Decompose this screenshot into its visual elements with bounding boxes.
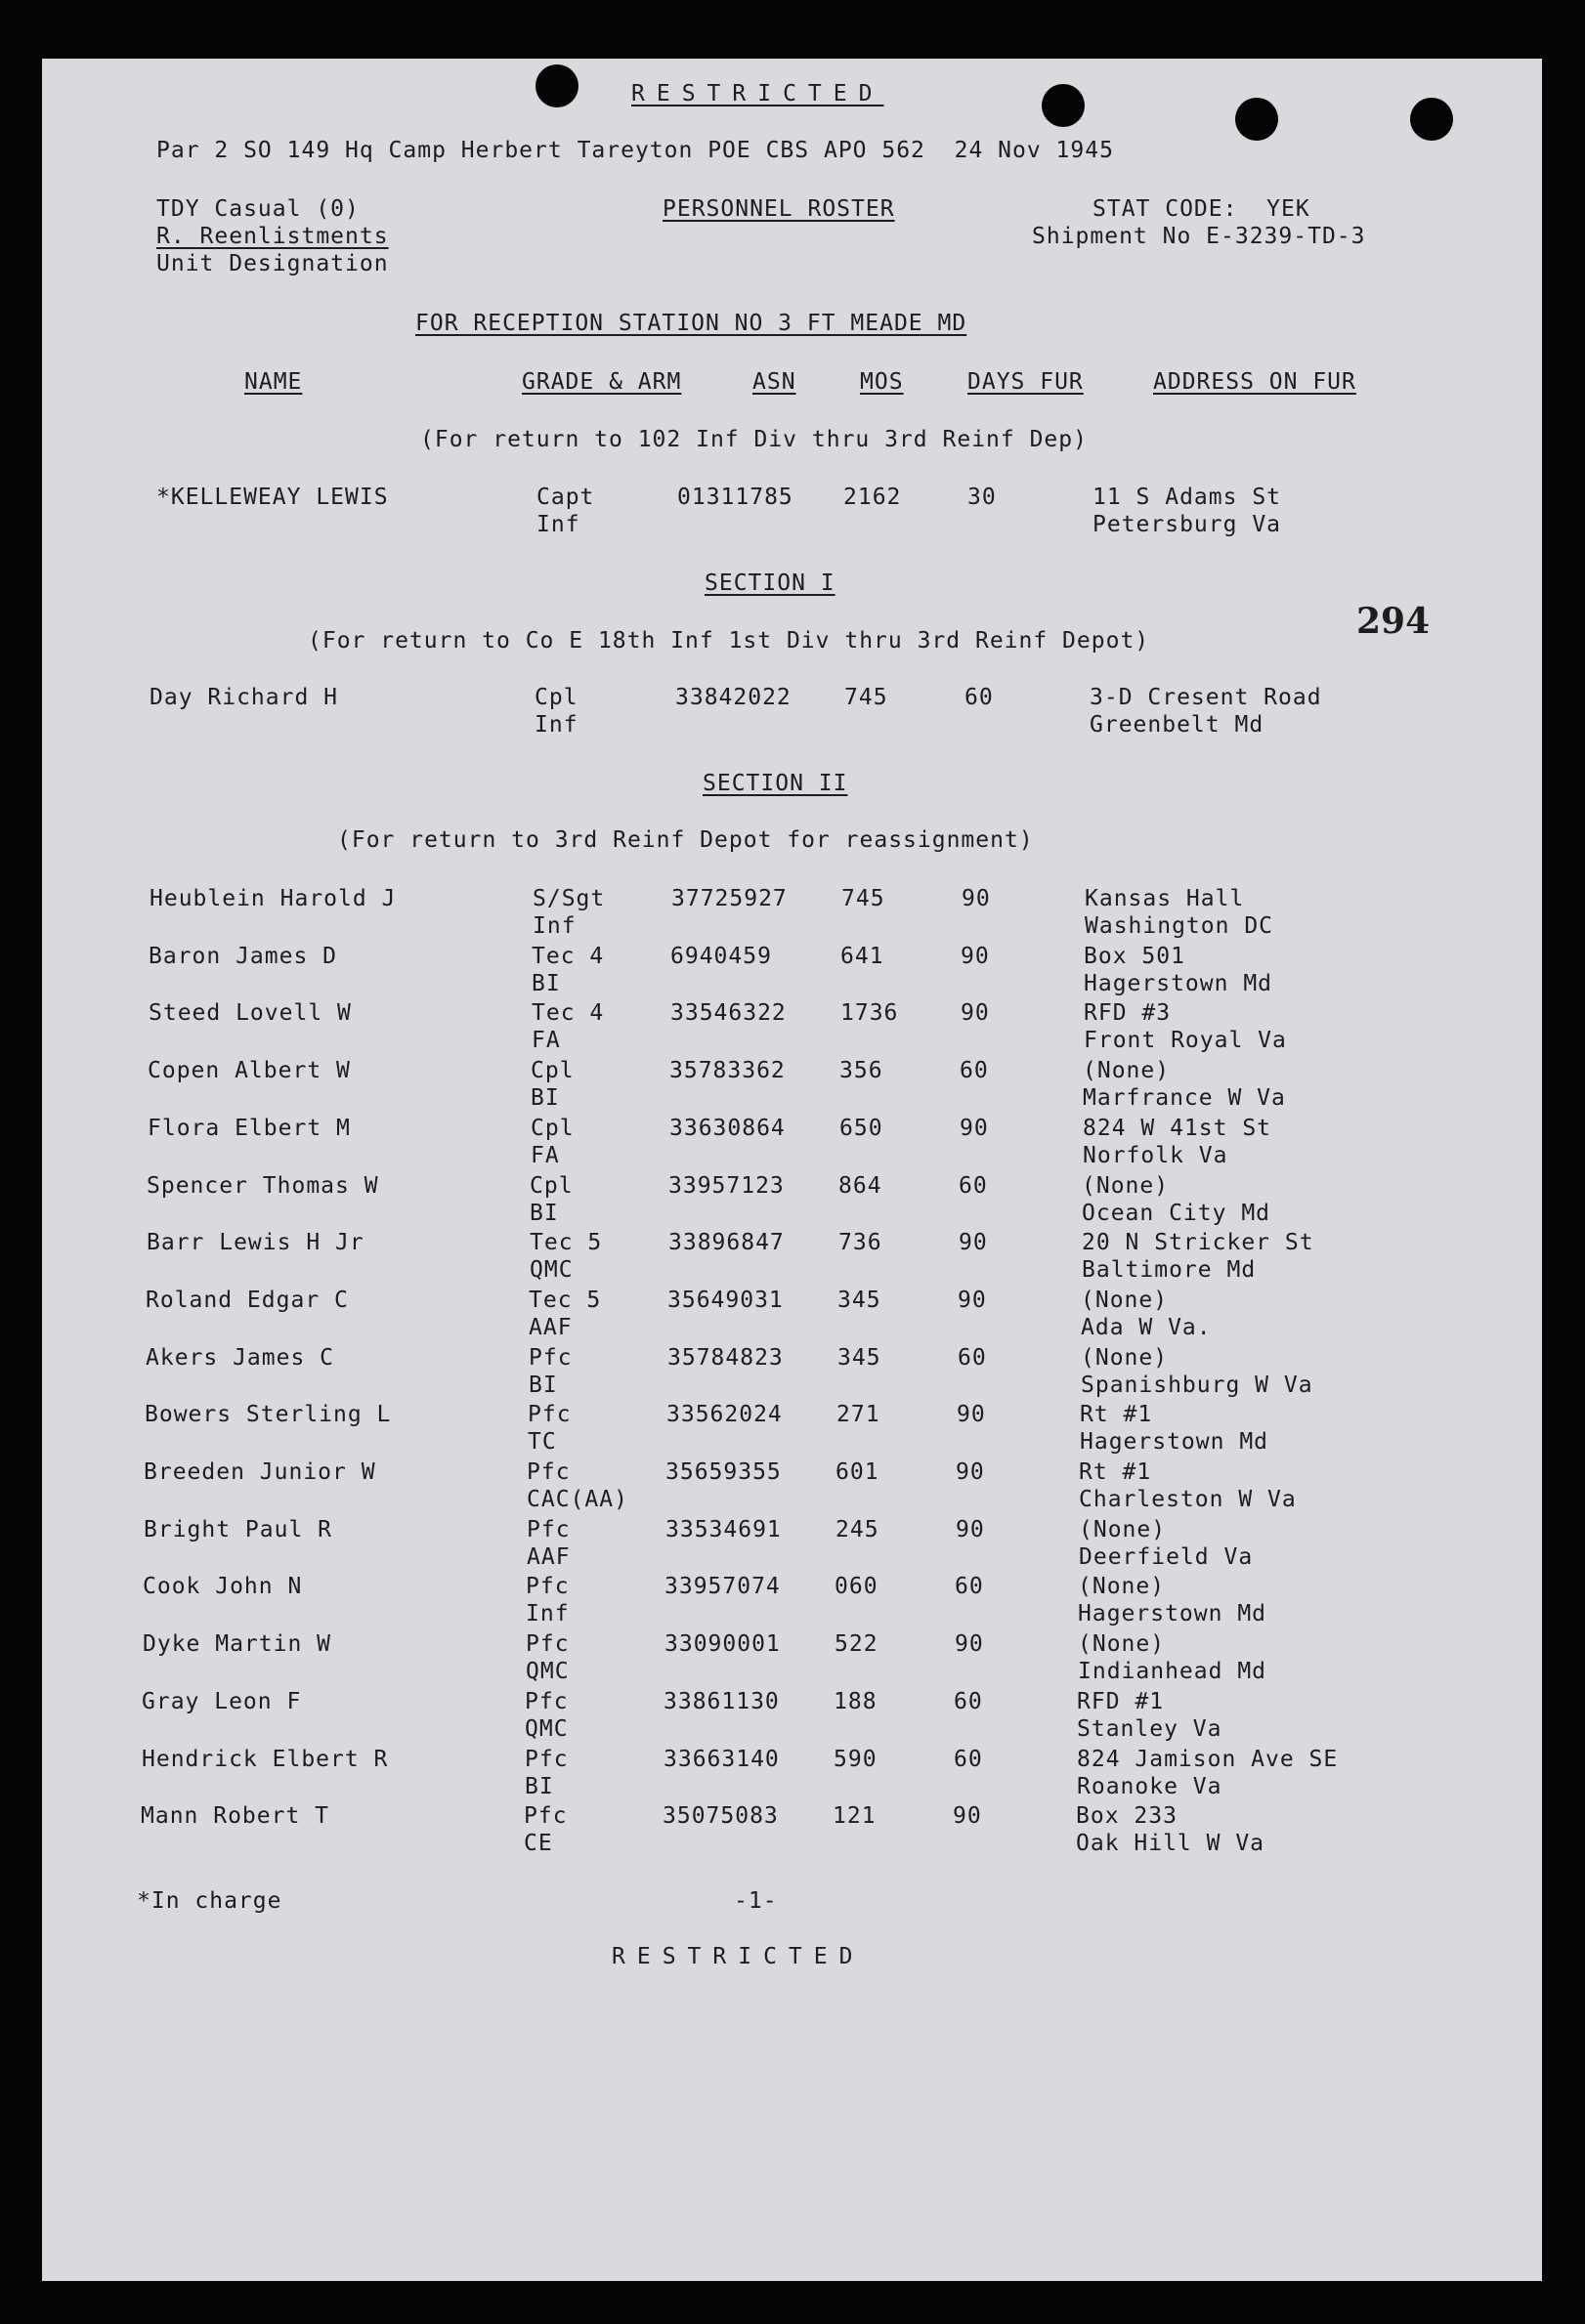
row-asn: 33842022 (675, 685, 792, 710)
row-mos: 522 (835, 1631, 878, 1657)
row-arm: CE (524, 1831, 553, 1856)
row-mos: 650 (839, 1116, 883, 1141)
row-name: Akers James C (146, 1345, 335, 1371)
row-days: 30 (967, 485, 997, 510)
column-header-days: DAYS FUR (967, 369, 1084, 395)
row-asn: 35783362 (669, 1058, 786, 1083)
row-name: Roland Edgar C (146, 1288, 349, 1313)
row-asn: 33546322 (670, 1000, 787, 1026)
row-mos: 641 (840, 944, 884, 969)
row-days: 60 (954, 1747, 983, 1772)
column-header-grade: GRADE & ARM (522, 369, 682, 395)
row-days: 90 (958, 1288, 987, 1313)
row-grade: Pfc (528, 1402, 572, 1427)
in-charge-note: *In charge (137, 1888, 282, 1914)
row-asn: 01311785 (677, 485, 793, 510)
column-header-name: NAME (244, 369, 303, 395)
row-arm: FA (532, 1028, 561, 1053)
group-note: (For return to 102 Inf Div thru 3rd Reinf Dep) (420, 427, 1088, 452)
row-days: 90 (956, 1459, 985, 1485)
document-page (42, 59, 1542, 2281)
row-address-line2: Indianhead Md (1078, 1659, 1267, 1684)
row-mos: 1736 (840, 1000, 899, 1026)
column-header-address: ADDRESS ON FUR (1153, 369, 1356, 395)
row-mos: 2162 (843, 485, 902, 510)
row-days: 90 (953, 1803, 982, 1829)
row-arm: Inf (526, 1601, 570, 1627)
row-arm: QMC (530, 1257, 574, 1283)
row-name: Flora Elbert M (148, 1116, 351, 1141)
row-arm: BI (525, 1774, 554, 1799)
row-address-line1: (None) (1081, 1288, 1169, 1313)
row-grade: Pfc (527, 1517, 571, 1542)
row-asn: 33957074 (664, 1574, 781, 1599)
row-days: 60 (964, 685, 994, 710)
row-mos: 345 (837, 1288, 881, 1313)
row-mos: 745 (844, 685, 888, 710)
row-name: Hendrick Elbert R (142, 1747, 389, 1772)
row-grade: Tec 4 (532, 944, 605, 969)
row-address-line2: Hagerstown Md (1078, 1601, 1267, 1627)
row-address-line1: (None) (1078, 1574, 1166, 1599)
unit-designation: Unit Designation (156, 251, 389, 276)
row-asn: 33663140 (664, 1747, 780, 1772)
row-arm: TC (528, 1429, 557, 1455)
row-asn: 35649031 (667, 1288, 784, 1313)
row-days: 90 (962, 886, 991, 911)
punch-hole (1410, 98, 1453, 141)
row-grade: Pfc (529, 1345, 573, 1371)
restricted-footer: RESTRICTED (612, 1944, 865, 1969)
row-days: 60 (960, 1058, 989, 1083)
row-mos: 345 (837, 1345, 881, 1371)
row-address-line1: Kansas Hall (1085, 886, 1245, 911)
roster-title: PERSONNEL ROSTER (663, 196, 895, 222)
shipment-number: Shipment No E-3239-TD-3 (1032, 224, 1366, 249)
row-name: Steed Lovell W (149, 1000, 352, 1026)
section-title: SECTION I (705, 570, 835, 596)
section-note: (For return to 3rd Reinf Depot for reassignment) (337, 827, 1034, 853)
row-name: Heublein Harold J (150, 886, 397, 911)
row-mos: 745 (841, 886, 885, 911)
punch-hole (535, 64, 578, 107)
row-name: Breeden Junior W (144, 1459, 376, 1485)
row-address-line2: Charleston W Va (1079, 1487, 1297, 1512)
row-grade: Pfc (525, 1747, 569, 1772)
row-arm: AAF (527, 1544, 571, 1570)
row-grade: Cpl (531, 1058, 575, 1083)
row-grade: Capt (536, 485, 595, 510)
reception-station: FOR RECEPTION STATION NO 3 FT MEADE MD (415, 311, 967, 336)
row-grade: Pfc (526, 1631, 570, 1657)
row-name: Cook John N (143, 1574, 303, 1599)
row-address-line2: Baltimore Md (1082, 1257, 1257, 1283)
row-asn: 33861130 (664, 1689, 780, 1714)
row-address-line2: Washington DC (1085, 913, 1274, 939)
row-arm: AAF (529, 1315, 573, 1340)
row-mos: 864 (838, 1173, 882, 1199)
row-grade: Pfc (526, 1574, 570, 1599)
row-days: 60 (955, 1574, 984, 1599)
row-days: 90 (955, 1631, 984, 1657)
row-arm: BI (530, 1201, 559, 1226)
row-mos: 736 (838, 1230, 882, 1255)
row-arm: Inf (536, 512, 580, 537)
row-grade: Cpl (535, 685, 578, 710)
row-asn: 33630864 (669, 1116, 786, 1141)
row-name: Barr Lewis H Jr (147, 1230, 364, 1255)
row-days: 60 (959, 1173, 988, 1199)
row-address-line1: RFD #1 (1077, 1689, 1165, 1714)
row-address-line2: Greenbelt Md (1090, 712, 1264, 738)
row-mos: 121 (833, 1803, 877, 1829)
row-arm: Inf (533, 913, 577, 939)
row-address-line2: Ada W Va. (1081, 1315, 1212, 1340)
row-grade: Tec 5 (530, 1230, 603, 1255)
row-name: Mann Robert T (141, 1803, 330, 1829)
row-name: Copen Albert W (148, 1058, 351, 1083)
row-mos: 356 (839, 1058, 883, 1083)
column-header-mos: MOS (860, 369, 904, 395)
row-address-line1: Rt #1 (1080, 1402, 1153, 1427)
row-asn: 33562024 (666, 1402, 783, 1427)
row-asn: 35659355 (665, 1459, 782, 1485)
section-title: SECTION II (703, 771, 848, 796)
row-grade: Pfc (524, 1803, 568, 1829)
row-asn: 35784823 (667, 1345, 784, 1371)
row-arm: FA (531, 1143, 560, 1168)
row-address-line1: 3-D Cresent Road (1090, 685, 1322, 710)
row-days: 90 (960, 1116, 989, 1141)
row-address-line2: Hagerstown Md (1080, 1429, 1269, 1455)
row-asn: 6940459 (670, 944, 772, 969)
row-days: 90 (956, 1517, 985, 1542)
row-asn: 37725927 (671, 886, 788, 911)
row-address-line1: (None) (1083, 1058, 1171, 1083)
punch-hole (1235, 98, 1278, 141)
row-address-line2: Norfolk Va (1083, 1143, 1228, 1168)
row-grade: Pfc (525, 1689, 569, 1714)
row-days: 90 (961, 1000, 990, 1026)
row-name: Bowers Sterling L (145, 1402, 392, 1427)
row-name: Spencer Thomas W (147, 1173, 379, 1199)
row-arm: Inf (535, 712, 578, 738)
row-mos: 188 (834, 1689, 878, 1714)
row-address-line1: Box 233 (1076, 1803, 1178, 1829)
row-days: 90 (957, 1402, 986, 1427)
tdy-casual: TDY Casual (0) (156, 196, 360, 222)
row-asn: 33090001 (664, 1631, 781, 1657)
row-address-line1: Rt #1 (1079, 1459, 1152, 1485)
row-arm: CAC(AA) (527, 1487, 628, 1512)
row-arm: BI (529, 1373, 558, 1398)
row-grade: S/Sgt (533, 886, 606, 911)
row-name: Dyke Martin W (143, 1631, 332, 1657)
row-name: *KELLEWEAY LEWIS (156, 485, 389, 510)
row-address-line1: Box 501 (1084, 944, 1185, 969)
row-name: Day Richard H (150, 685, 339, 710)
row-name: Bright Paul R (144, 1517, 333, 1542)
row-mos: 601 (835, 1459, 879, 1485)
row-address-line1: (None) (1081, 1345, 1169, 1371)
row-address-line2: Stanley Va (1077, 1716, 1222, 1742)
row-address-line2: Marfrance W Va (1083, 1085, 1286, 1111)
row-grade: Pfc (527, 1459, 571, 1485)
stat-code: STAT CODE: YEK (1092, 196, 1310, 222)
row-address-line2: Roanoke Va (1077, 1774, 1222, 1799)
row-address-line1: 20 N Stricker St (1082, 1230, 1314, 1255)
page-number: -1- (734, 1888, 778, 1914)
row-arm: BI (532, 971, 561, 996)
row-asn: 33534691 (665, 1517, 782, 1542)
row-address-line2: Front Royal Va (1084, 1028, 1287, 1053)
row-address-line1: RFD #3 (1084, 1000, 1172, 1026)
row-address-line1: 11 S Adams St (1092, 485, 1282, 510)
row-mos: 271 (836, 1402, 880, 1427)
reenlistments: R. Reenlistments (156, 224, 389, 249)
row-address-line2: Hagerstown Md (1084, 971, 1273, 996)
page-stamp: 294 (1356, 601, 1431, 642)
row-address-line1: (None) (1078, 1631, 1166, 1657)
row-arm: BI (531, 1085, 560, 1111)
punch-hole (1042, 84, 1085, 127)
row-address-line1: 824 W 41st St (1083, 1116, 1272, 1141)
row-asn: 33896847 (668, 1230, 785, 1255)
row-mos: 060 (835, 1574, 878, 1599)
row-name: Baron James D (149, 944, 338, 969)
row-address-line2: Petersburg Va (1092, 512, 1282, 537)
row-address-line2: Spanishburg W Va (1081, 1373, 1313, 1398)
row-asn: 35075083 (663, 1803, 779, 1829)
restricted-header: RESTRICTED (631, 81, 884, 106)
row-asn: 33957123 (668, 1173, 785, 1199)
row-days: 90 (959, 1230, 988, 1255)
row-grade: Tec 5 (529, 1288, 602, 1313)
row-days: 60 (958, 1345, 987, 1371)
row-address-line1: 824 Jamison Ave SE (1077, 1747, 1339, 1772)
section-note: (For return to Co E 18th Inf 1st Div thru 3rd Reinf Depot) (308, 628, 1150, 654)
row-address-line2: Deerfield Va (1079, 1544, 1254, 1570)
row-address-line2: Oak Hill W Va (1076, 1831, 1265, 1856)
row-grade: Cpl (531, 1116, 575, 1141)
row-arm: QMC (525, 1716, 569, 1742)
row-grade: Tec 4 (532, 1000, 605, 1026)
row-name: Gray Leon F (142, 1689, 302, 1714)
row-arm: QMC (526, 1659, 570, 1684)
row-address-line2: Ocean City Md (1082, 1201, 1271, 1226)
row-days: 60 (954, 1689, 983, 1714)
row-mos: 590 (834, 1747, 878, 1772)
row-mos: 245 (835, 1517, 879, 1542)
row-address-line1: (None) (1079, 1517, 1167, 1542)
row-days: 90 (961, 944, 990, 969)
row-grade: Cpl (530, 1173, 574, 1199)
column-header-asn: ASN (752, 369, 796, 395)
order-reference: Par 2 SO 149 Hq Camp Herbert Tareyton POE CBS APO 562 24 Nov 1945 (156, 138, 1114, 163)
row-address-line1: (None) (1082, 1173, 1170, 1199)
